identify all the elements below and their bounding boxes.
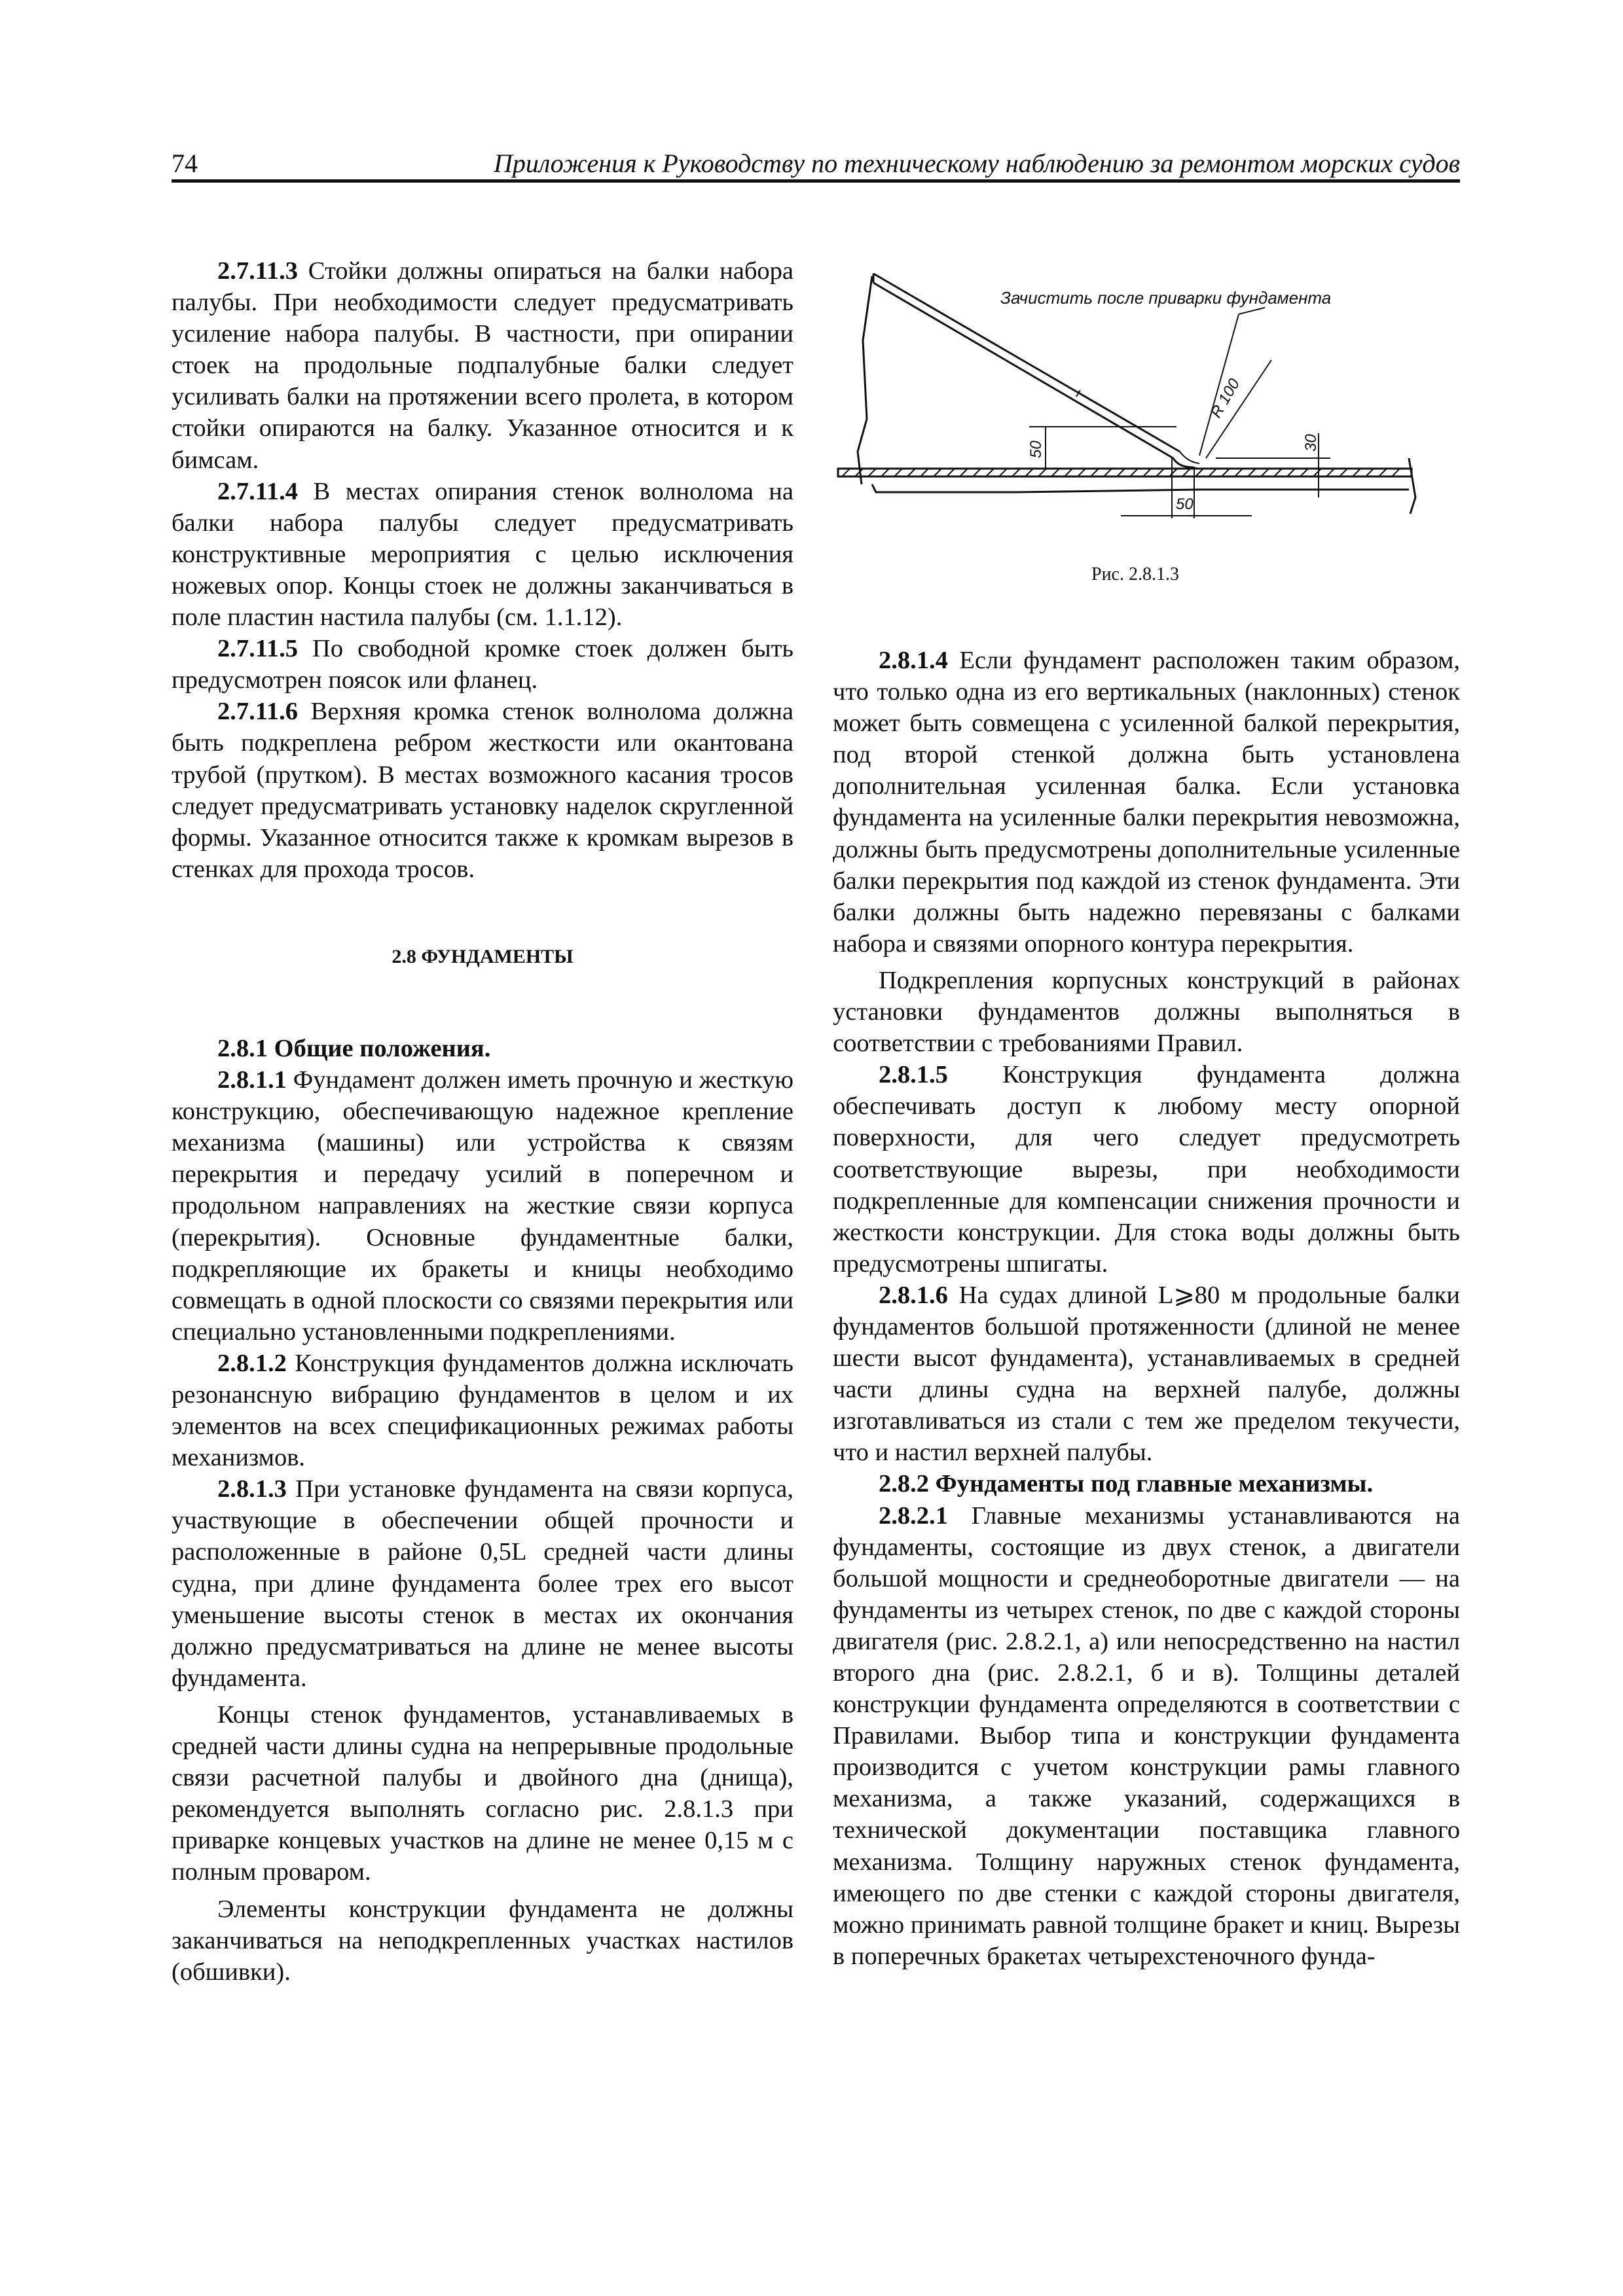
clause-text: Конструкция фундаментов должна исключать резонансную вибрацию фундаментов в целом и их элементов на всех спецификационных режимах работы механизмов. [172, 1349, 793, 1472]
clause-text: Фундамент должен иметь прочную и жесткую конструкцию, обеспечивающую надежное крепление механизма (машины) или устройства к связям перекрытия и передачу усилий в поперечном и продольном направлениях на жесткие связи корпуса (перекрытия). Основные фундаментные балки, подкрепляющие их бракеты и кницы необходимо совмещать в одной плоскости со связями перекрытия или специально установленными подкреплениями. [172, 1066, 793, 1346]
subsection-title: 2.8.2 Фундаменты под главные механизмы. [879, 1470, 1374, 1498]
page-number: 74 [172, 149, 198, 178]
clause-number: 2.8.1.6 [879, 1281, 948, 1309]
clause-text: На судах длиной L⩾80 м продольные балки фундаментов большой протяженности (длиной не менее шести высот фундамента), устанавливаемых в средней части длины судна на верхней палубе, должны изготавливаться из стали с тем же пределом текучести, что и настил верхней палубы. [833, 1281, 1460, 1467]
left-column [172, 255, 793, 1988]
running-title: Приложения к Руководству по техническому наблюдению за ремонтом морских судов [493, 149, 1460, 178]
paragraph-2-8-2-1 [833, 1500, 1460, 1972]
clause-number: 2.7.11.6 [217, 698, 299, 726]
clause-number: 2.7.11.4 [217, 477, 299, 505]
paragraph-2-8-1-1 [172, 1064, 793, 1348]
clause-number: 2.8.1.3 [217, 1475, 287, 1503]
clause-number: 2.8.1.2 [217, 1349, 287, 1377]
paragraph-2-7-11-6 [172, 696, 793, 885]
clause-text: По свободной кромке стоек должен быть предусмотрен поясок или фланец. [172, 635, 793, 694]
paragraph-2-8-1-2 [172, 1348, 793, 1473]
dim-50-vertical: 50 [1027, 440, 1045, 458]
clause-number: 2.8.1.5 [879, 1061, 948, 1089]
clause-text: Конструкция фундамента должна обеспечивать доступ к любому месту опорной поверхности, для чего следует предусмотреть соответствующие вырезы, при необходимости подкрепленные для компенсации снижения прочности и жесткости конструкции. Для стока воды должны быть предусмотрены шпигаты. [833, 1061, 1460, 1278]
clause-text: Верхняя кромка стенок волнолома должна быть подкреплена ребром жесткости или окантована трубой (прутком). В местах возможного касания тросов следует предусматривать установку наделок скругленной формы. Указанное относится также к кромкам вырезов в стенках для прохода тросов. [172, 698, 793, 883]
right-column [833, 645, 1460, 1972]
paragraph-2-8-1-5 [833, 1059, 1460, 1280]
paragraph-2-7-11-4 [172, 476, 793, 633]
clause-number: 2.7.11.5 [217, 635, 299, 663]
paragraph-2-7-11-5 [172, 633, 793, 696]
deck-hatching [842, 469, 1400, 476]
clause-number: 2.8.2.1 [879, 1501, 948, 1530]
header-rule [172, 179, 1460, 183]
clause-number: 2.7.11.3 [217, 257, 299, 285]
clause-text: Главные механизмы устанавливаются на фундаменты, состоящие из двух стенок, а двигатели большой мощности и среднеоборотные двигатели — на фундаменты из четырех стенок, по две с каждой стороны двигателя (рис. 2.8.2.1, а) или непосредственно на настил второго дна (рис. 2.8.2.1, б и в). Толщины деталей конструкции фундамента определяются в соответствии с Правилами. Выбор типа и конструкции фундамента производится с учетом конструкции рамы главного механизма, а также указаний, содержащихся в технической документации поставщика главного механизма. Толщину наружных стенок фундамента, имеющего по две стенки с каждой стороны двигателя, можно принимать равной толщине бракет и книц. Вырезы в поперечных бракетах четырехстеночного фунда- [833, 1501, 1460, 1970]
clause-text: Если фундамент расположен таким образом, что только одна из его вертикальных (наклонных) стенок может быть совмещена с усиленной балкой перекрытия, под второй стенкой должна быть установлена дополнительная усиленная балка. Если установка фундамента на усиленные балки перекрытия невозможна, должны быть предусмотрены дополнительные усиленные балки перекрытия под каждой из стенок фундамента. Эти балки должны быть надежно перевязаны с балками набора и связями опорного контура перекрытия. [833, 647, 1460, 958]
paragraph-2-8-1-3 [172, 1473, 793, 1694]
paragraph-2-8-1-6 [833, 1280, 1460, 1469]
paragraph-ends-of-walls: Концы стенок фундаментов, устанавливаемых в средней части длины судна на непрерывные продольные связи расчетной палубы и двойного дна (днища), рекомендуется выполнять согласно рис. 2.8.1.3 при приварке концевых участков на длине не менее 0,15 м с полным проваром. [172, 1700, 793, 1886]
page-header [172, 149, 1460, 178]
clause-number: 2.8.1.4 [879, 647, 948, 674]
dim-50-horizontal: 50 [1176, 495, 1194, 513]
break-line-right [1409, 458, 1415, 514]
rounded-toe [1173, 458, 1197, 469]
paragraph-2-7-11-3 [172, 255, 793, 476]
clause-text: При установке фундамента на связи корпуса, участвующие в обеспечении общей прочности и расположенные в районе 0,5L средней части длины судна, при длине фундамента более трех его высот уменьшение высоты стенок в местах их окончания должно предусматриваться на длине не менее высоты фундамента. [172, 1475, 793, 1692]
dim-30: 30 [1302, 434, 1320, 452]
clause-text: Стойки должны опираться на балки набора палубы. При необходимости следует предусматривать усиление набора палубы. В частности, при опирании стоек на продольные подпалубные балки следует усиливать балки на протяжении всего пролета, в котором стойки опираются на балку. Указанное относится и к бимсам. [172, 257, 793, 474]
clause-number: 2.8.1.1 [217, 1066, 287, 1094]
radius-label: R 100 [1207, 376, 1244, 421]
section-title: 2.8 ФУНДАМЕНТЫ [392, 945, 574, 967]
break-line-left [858, 276, 872, 484]
figure-caption: Рис. 2.8.1.3 [1091, 564, 1179, 584]
paragraph-2-8-1-4 [833, 645, 1460, 960]
foundation-wall-bottom [873, 283, 1173, 458]
figure-note: Зачистить после приварки фундамента [1000, 288, 1332, 308]
paragraph-reinforcement: Подкрепления корпусных конструкций в районах установки фундаментов должны выполняться в соответствии с требованиями Правил. [833, 966, 1460, 1058]
figure-2-8-1-3 [833, 262, 1460, 602]
clause-text: В местах опирания стенок волнолома на балки набора палубы следует предусматривать конструктивные мероприятия с целью исключения ножевых опор. Концы стоек не должны заканчиваться в поле пластин настила палубы (см. 1.1.12). [172, 477, 793, 632]
paragraph-elements: Элементы конструкции фундамента не должны заканчиваться на неподкрепленных участках настилов (обшивки). [172, 1895, 793, 1986]
subsection-title: 2.8.1 Общие положения. [217, 1034, 491, 1062]
bottom-contour [872, 484, 1409, 492]
